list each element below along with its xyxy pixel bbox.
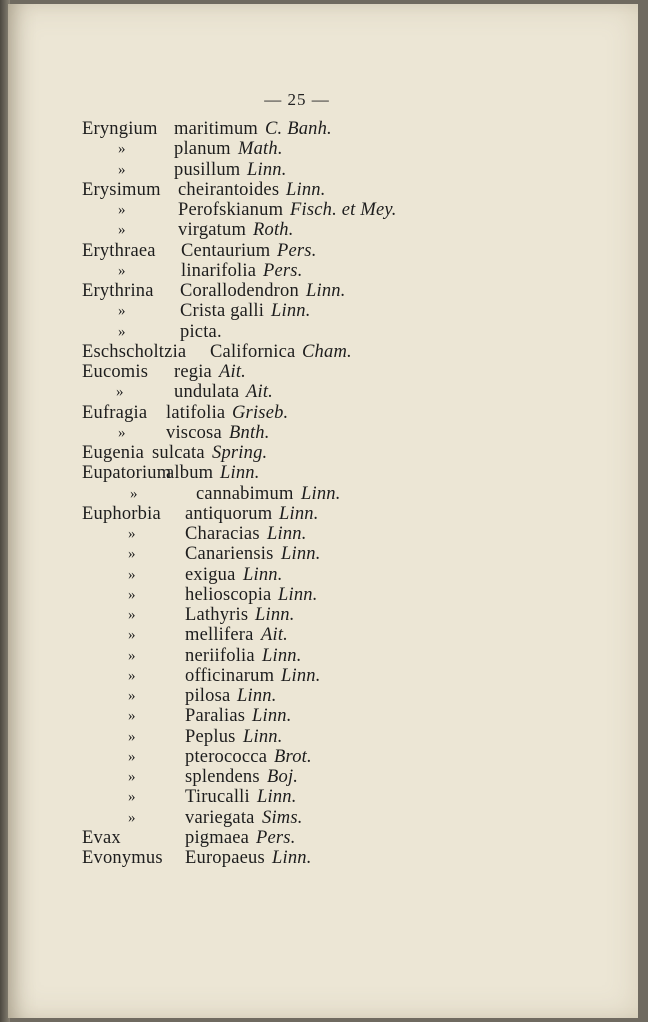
genus-name: Evonymus (82, 848, 163, 868)
species-name: maritimum (174, 119, 259, 139)
author-abbreviation: Bnth. (229, 422, 270, 443)
species-name: Peplus (185, 726, 236, 747)
species-name: officinarum (185, 665, 275, 686)
species-name: linarifolia (181, 260, 257, 281)
ditto-mark: » (128, 546, 136, 563)
species-name: Tirucalli (185, 787, 250, 808)
author-abbreviation: Brot. (274, 746, 312, 767)
author-abbreviation: Linn. (257, 787, 297, 808)
ditto-mark: » (118, 222, 126, 239)
ditto-mark: » (116, 384, 124, 401)
author-abbreviation: Linn. (220, 463, 260, 484)
author-abbreviation: Fisch. et Mey. (290, 200, 397, 220)
genus-name: Evax (82, 827, 121, 848)
genus-name: Eufragia (82, 402, 148, 423)
ditto-mark: » (118, 161, 126, 178)
author-abbreviation: Linn. (281, 544, 321, 565)
species-name: helioscopia (185, 584, 272, 605)
ditto-mark: » (128, 688, 136, 704)
species-name: Lathyris (185, 605, 249, 625)
ditto-mark: » (128, 769, 136, 785)
author-abbreviation: Linn. (262, 645, 302, 666)
species-name: Europaeus (185, 848, 265, 868)
species-name: splendens (185, 767, 260, 787)
ditto-mark: » (128, 708, 136, 725)
genus-name: Eupatorium (82, 463, 172, 484)
ditto-mark: » (128, 809, 136, 826)
author-abbreviation: Ait. (261, 625, 289, 646)
species-name: Centaurium (181, 240, 271, 261)
ditto-mark: » (128, 667, 136, 684)
species-name: planum (174, 139, 231, 160)
author-abbreviation: Sims. (262, 807, 303, 828)
genus-name: Eucomis (82, 362, 149, 382)
species-name: Corallodendron (180, 281, 299, 301)
ditto-mark: » (118, 262, 126, 279)
book-page (8, 4, 638, 1018)
author-abbreviation: Linn. (272, 848, 312, 868)
author-abbreviation: Linn. (237, 686, 277, 706)
author-abbreviation: Spring. (212, 443, 268, 463)
species-name: pigmaea (185, 827, 250, 848)
author-abbreviation: Cham. (302, 341, 352, 362)
author-abbreviation: Griseb. (232, 402, 289, 423)
species-name: viscosa (166, 422, 222, 443)
species-name: antiquorum (185, 503, 273, 524)
genus-name: Erythrina (82, 281, 154, 301)
author-abbreviation: Linn. (243, 564, 283, 585)
species-name: Perofskianum (178, 200, 284, 220)
ditto-mark: » (128, 789, 136, 806)
author-abbreviation: Pers. (263, 260, 303, 281)
ditto-mark: » (128, 647, 136, 664)
species-name: Canariensis (185, 544, 274, 565)
author-abbreviation: Math. (238, 139, 283, 160)
author-abbreviation: Ait. (219, 362, 247, 382)
species-name: cheirantoides (178, 179, 280, 200)
genus-name: Euphorbia (82, 503, 161, 524)
ditto-mark: » (128, 728, 136, 745)
ditto-mark: » (128, 607, 136, 623)
author-abbreviation: Linn. (252, 706, 292, 727)
author-abbreviation: Linn. (247, 159, 287, 180)
genus-name: Eugenia (82, 443, 145, 463)
author-abbreviation: Linn. (306, 281, 346, 301)
species-name: virgatum (178, 220, 247, 241)
ditto-mark: » (118, 303, 126, 320)
author-abbreviation: C. Banh. (265, 119, 332, 139)
ditto-mark: » (128, 748, 136, 765)
species-name: cannabimum (196, 483, 294, 504)
species-name: undulata (174, 382, 240, 403)
author-abbreviation: Pers. (277, 240, 317, 261)
species-name: album (166, 463, 214, 484)
author-abbreviation: Linn. (271, 301, 311, 322)
author-abbreviation: Linn. (301, 483, 341, 504)
species-name: variegata (185, 807, 255, 828)
ditto-mark: » (128, 526, 136, 542)
species-name: pusillum (174, 159, 241, 180)
genus-name: Eryngium (82, 119, 158, 139)
author-abbreviation: Linn. (281, 665, 321, 686)
species-name: mellifera (185, 625, 254, 646)
author-abbreviation: Ait. (246, 382, 274, 403)
species-name: Californica (210, 341, 296, 362)
genus-name: Erythraea (82, 240, 156, 261)
ditto-mark: » (118, 202, 126, 218)
species-name: sulcata (152, 443, 205, 463)
species-name: latifolia (166, 402, 226, 423)
genus-name: Erysimum (82, 179, 161, 200)
ditto-mark: » (128, 627, 136, 644)
species-name: pilosa (185, 686, 231, 706)
ditto-mark: » (118, 424, 126, 441)
author-abbreviation: Linn. (243, 726, 283, 747)
species-name: picta. (180, 321, 222, 342)
author-abbreviation: Linn. (279, 503, 319, 524)
species-name: Crista galli (180, 301, 265, 322)
ditto-mark: » (128, 586, 136, 603)
ditto-mark: » (118, 141, 126, 158)
author-abbreviation: Linn. (255, 605, 295, 625)
ditto-mark: » (118, 323, 126, 340)
author-abbreviation: Linn. (267, 524, 307, 544)
species-name: Paralias (185, 706, 246, 727)
species-name: neriifolia (185, 645, 255, 666)
author-abbreviation: Boj. (267, 767, 299, 787)
genus-name: Eschscholtzia (82, 341, 187, 362)
author-abbreviation: Pers. (256, 827, 296, 848)
author-abbreviation: Roth. (253, 220, 294, 241)
species-name: regia (174, 362, 212, 382)
species-name: exigua (185, 564, 236, 585)
ditto-mark: » (128, 566, 136, 583)
ditto-mark: » (130, 485, 138, 502)
species-name: Characias (185, 524, 260, 544)
page-number: — 25 — (264, 90, 330, 109)
species-name: pterococca (185, 746, 268, 767)
author-abbreviation: Linn. (286, 179, 326, 200)
author-abbreviation: Linn. (278, 584, 318, 605)
